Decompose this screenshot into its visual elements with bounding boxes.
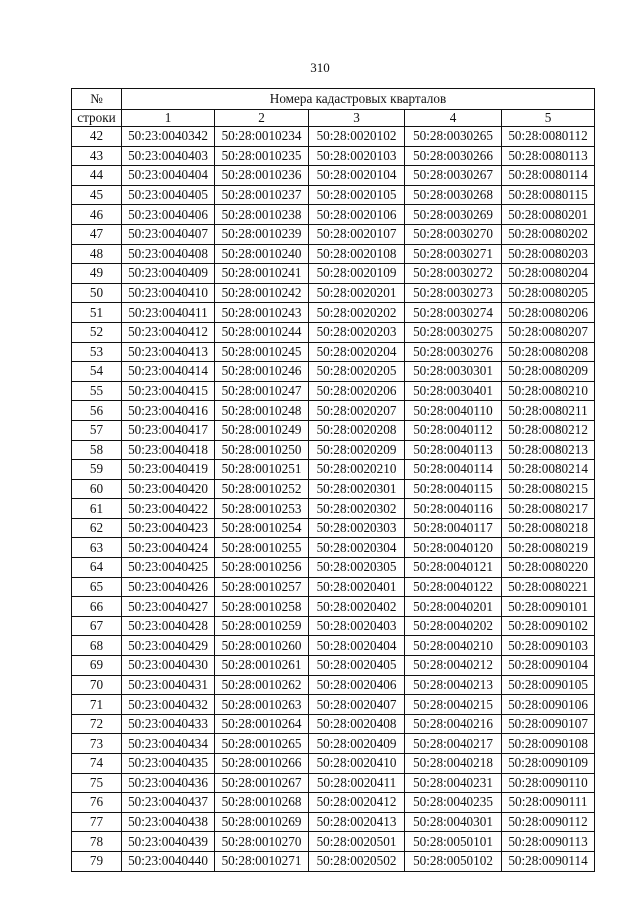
column-number-2: 2 — [215, 110, 309, 127]
cadastral-number-cell: 50:28:0040218 — [405, 754, 502, 774]
cadastral-number-cell: 50:28:0010238 — [215, 205, 309, 225]
cadastral-number-cell: 50:28:0030265 — [405, 127, 502, 147]
cadastral-number-cell: 50:28:0010261 — [215, 656, 309, 676]
row-number-cell: 79 — [72, 851, 122, 871]
cadastral-number-cell: 50:28:0020210 — [309, 460, 405, 480]
cadastral-number-cell: 50:23:0040410 — [122, 283, 215, 303]
cadastral-number-cell: 50:28:0010235 — [215, 146, 309, 166]
cadastral-number-cell: 50:23:0040439 — [122, 832, 215, 852]
cadastral-number-cell: 50:28:0010250 — [215, 440, 309, 460]
cadastral-number-cell: 50:28:0020410 — [309, 754, 405, 774]
cadastral-number-cell: 50:23:0040420 — [122, 479, 215, 499]
cadastral-number-cell: 50:28:0020501 — [309, 832, 405, 852]
cadastral-number-cell: 50:28:0010259 — [215, 616, 309, 636]
cadastral-number-cell: 50:28:0040213 — [405, 675, 502, 695]
cadastral-number-cell: 50:28:0010262 — [215, 675, 309, 695]
cadastral-number-cell: 50:28:0030276 — [405, 342, 502, 362]
cadastral-number-cell: 50:28:0040116 — [405, 499, 502, 519]
table-row — [72, 224, 595, 244]
cadastral-number-cell: 50:28:0010269 — [215, 812, 309, 832]
cadastral-number-cell: 50:28:0020412 — [309, 793, 405, 813]
cadastral-number-cell: 50:23:0040403 — [122, 146, 215, 166]
cadastral-number-cell: 50:28:0010260 — [215, 636, 309, 656]
cadastral-number-cell: 50:28:0010247 — [215, 381, 309, 401]
row-number-cell: 69 — [72, 656, 122, 676]
cadastral-number-cell: 50:28:0010248 — [215, 401, 309, 421]
cadastral-number-cell: 50:28:0020207 — [309, 401, 405, 421]
cadastral-number-cell: 50:23:0040440 — [122, 851, 215, 871]
cadastral-number-cell: 50:23:0040415 — [122, 381, 215, 401]
table-row — [72, 518, 595, 538]
cadastral-number-cell: 50:28:0080210 — [502, 381, 595, 401]
row-number-cell: 76 — [72, 793, 122, 813]
table-row — [72, 185, 595, 205]
table-row — [72, 264, 595, 284]
cadastral-number-cell: 50:28:0080114 — [502, 166, 595, 186]
cadastral-number-cell: 50:28:0090109 — [502, 754, 595, 774]
table-row — [72, 440, 595, 460]
cadastral-number-cell: 50:28:0020206 — [309, 381, 405, 401]
cadastral-number-cell: 50:28:0010252 — [215, 479, 309, 499]
group-header: Номера кадастровых кварталов — [122, 89, 595, 110]
cadastral-number-cell: 50:28:0020407 — [309, 695, 405, 715]
cadastral-number-cell: 50:28:0080213 — [502, 440, 595, 460]
row-number-cell: 75 — [72, 773, 122, 793]
row-number-cell: 65 — [72, 577, 122, 597]
cadastral-number-cell: 50:23:0040412 — [122, 322, 215, 342]
row-number-cell: 45 — [72, 185, 122, 205]
table-row — [72, 166, 595, 186]
table-row — [72, 812, 595, 832]
table-row — [72, 205, 595, 225]
cadastral-number-cell: 50:23:0040419 — [122, 460, 215, 480]
row-number-cell: 43 — [72, 146, 122, 166]
cadastral-number-cell: 50:28:0040235 — [405, 793, 502, 813]
table-row — [72, 636, 595, 656]
cadastral-number-cell: 50:23:0040435 — [122, 754, 215, 774]
cadastral-number-cell: 50:28:0020104 — [309, 166, 405, 186]
table-row — [72, 479, 595, 499]
column-number-1: 1 — [122, 110, 215, 127]
cadastral-number-cell: 50:23:0040422 — [122, 499, 215, 519]
cadastral-number-cell: 50:28:0010245 — [215, 342, 309, 362]
cadastral-number-cell: 50:28:0030266 — [405, 146, 502, 166]
cadastral-number-cell: 50:28:0080209 — [502, 362, 595, 382]
cadastral-number-cell: 50:28:0040122 — [405, 577, 502, 597]
table-row — [72, 597, 595, 617]
cadastral-number-cell: 50:28:0010237 — [215, 185, 309, 205]
row-number-cell: 66 — [72, 597, 122, 617]
cadastral-number-cell: 50:28:0030271 — [405, 244, 502, 264]
cadastral-number-cell: 50:28:0080115 — [502, 185, 595, 205]
cadastral-number-cell: 50:28:0020201 — [309, 283, 405, 303]
cadastral-number-cell: 50:28:0010258 — [215, 597, 309, 617]
cadastral-number-cell: 50:28:0040117 — [405, 518, 502, 538]
cadastral-number-cell: 50:28:0020406 — [309, 675, 405, 695]
cadastral-number-cell: 50:28:0040210 — [405, 636, 502, 656]
row-number-cell: 47 — [72, 224, 122, 244]
column-number-3: 3 — [309, 110, 405, 127]
row-number-cell: 70 — [72, 675, 122, 695]
cadastral-number-cell: 50:28:0080113 — [502, 146, 595, 166]
cadastral-number-cell: 50:28:0010234 — [215, 127, 309, 147]
table-row — [72, 695, 595, 715]
cadastral-number-cell: 50:23:0040426 — [122, 577, 215, 597]
cadastral-number-cell: 50:28:0020109 — [309, 264, 405, 284]
cadastral-number-cell: 50:28:0080202 — [502, 224, 595, 244]
cadastral-number-cell: 50:28:0010240 — [215, 244, 309, 264]
cadastral-number-cell: 50:23:0040411 — [122, 303, 215, 323]
table-header — [72, 89, 595, 127]
cadastral-number-cell: 50:28:0020209 — [309, 440, 405, 460]
cadastral-number-cell: 50:28:0090102 — [502, 616, 595, 636]
cadastral-number-cell: 50:23:0040423 — [122, 518, 215, 538]
cadastral-number-cell: 50:23:0040432 — [122, 695, 215, 715]
cadastral-number-cell: 50:23:0040407 — [122, 224, 215, 244]
row-number-cell: 60 — [72, 479, 122, 499]
cadastral-number-cell: 50:23:0040342 — [122, 127, 215, 147]
table-row — [72, 675, 595, 695]
cadastral-number-cell: 50:28:0010251 — [215, 460, 309, 480]
row-number-cell: 52 — [72, 322, 122, 342]
cadastral-number-cell: 50:28:0020304 — [309, 538, 405, 558]
cadastral-number-cell: 50:28:0020203 — [309, 322, 405, 342]
cadastral-number-cell: 50:28:0020403 — [309, 616, 405, 636]
cadastral-number-cell: 50:28:0090106 — [502, 695, 595, 715]
row-number-cell: 49 — [72, 264, 122, 284]
cadastral-number-cell: 50:28:0020502 — [309, 851, 405, 871]
cadastral-number-cell: 50:28:0040231 — [405, 773, 502, 793]
row-number-cell: 48 — [72, 244, 122, 264]
cadastral-number-cell: 50:28:0040215 — [405, 695, 502, 715]
cadastral-number-cell: 50:28:0010242 — [215, 283, 309, 303]
cadastral-number-cell: 50:28:0040301 — [405, 812, 502, 832]
cadastral-number-cell: 50:28:0010256 — [215, 558, 309, 578]
table-row — [72, 499, 595, 519]
cadastral-number-cell: 50:28:0020402 — [309, 597, 405, 617]
cadastral-number-cell: 50:28:0080219 — [502, 538, 595, 558]
cadastral-number-cell: 50:28:0030301 — [405, 362, 502, 382]
cadastral-number-cell: 50:28:0020103 — [309, 146, 405, 166]
table-row — [72, 616, 595, 636]
row-number-cell: 78 — [72, 832, 122, 852]
cadastral-number-cell: 50:23:0040437 — [122, 793, 215, 813]
cadastral-number-cell: 50:28:0010253 — [215, 499, 309, 519]
cadastral-number-cell: 50:28:0010239 — [215, 224, 309, 244]
cadastral-number-cell: 50:28:0020305 — [309, 558, 405, 578]
cadastral-number-cell: 50:28:0010266 — [215, 754, 309, 774]
cadastral-number-cell: 50:28:0090103 — [502, 636, 595, 656]
cadastral-number-cell: 50:28:0030270 — [405, 224, 502, 244]
cadastral-number-cell: 50:28:0030274 — [405, 303, 502, 323]
cadastral-number-cell: 50:28:0050102 — [405, 851, 502, 871]
row-number-cell: 62 — [72, 518, 122, 538]
row-number-cell: 72 — [72, 714, 122, 734]
cadastral-number-cell: 50:23:0040428 — [122, 616, 215, 636]
cadastral-number-cell: 50:28:0090112 — [502, 812, 595, 832]
cadastral-number-cell: 50:23:0040436 — [122, 773, 215, 793]
cadastral-number-cell: 50:23:0040404 — [122, 166, 215, 186]
cadastral-number-cell: 50:28:0040201 — [405, 597, 502, 617]
cadastral-number-cell: 50:28:0080201 — [502, 205, 595, 225]
cadastral-number-cell: 50:28:0020409 — [309, 734, 405, 754]
row-number-cell: 68 — [72, 636, 122, 656]
cadastral-number-cell: 50:28:0080208 — [502, 342, 595, 362]
cadastral-number-cell: 50:28:0080204 — [502, 264, 595, 284]
cadastral-number-cell: 50:28:0080211 — [502, 401, 595, 421]
cadastral-number-cell: 50:28:0020405 — [309, 656, 405, 676]
table-row — [72, 342, 595, 362]
cadastral-number-cell: 50:23:0040427 — [122, 597, 215, 617]
column-number-5: 5 — [502, 110, 595, 127]
cadastral-number-cell: 50:28:0020107 — [309, 224, 405, 244]
cadastral-number-cell: 50:23:0040408 — [122, 244, 215, 264]
cadastral-number-cell: 50:28:0030275 — [405, 322, 502, 342]
cadastral-table — [71, 88, 595, 872]
cadastral-number-cell: 50:28:0020108 — [309, 244, 405, 264]
cadastral-number-cell: 50:23:0040416 — [122, 401, 215, 421]
cadastral-number-cell: 50:28:0010264 — [215, 714, 309, 734]
row-number-cell: 55 — [72, 381, 122, 401]
row-number-cell: 64 — [72, 558, 122, 578]
cadastral-number-cell: 50:28:0030268 — [405, 185, 502, 205]
cadastral-number-cell: 50:28:0080212 — [502, 420, 595, 440]
table-row — [72, 460, 595, 480]
table-row — [72, 127, 595, 147]
row-number-header-top: № — [72, 89, 122, 110]
cadastral-number-cell: 50:28:0010267 — [215, 773, 309, 793]
cadastral-number-cell: 50:23:0040418 — [122, 440, 215, 460]
page-number: 310 — [310, 60, 330, 75]
table-row — [72, 381, 595, 401]
cadastral-number-cell: 50:28:0040202 — [405, 616, 502, 636]
cadastral-number-cell: 50:28:0010246 — [215, 362, 309, 382]
cadastral-number-cell: 50:23:0040430 — [122, 656, 215, 676]
row-number-header-bottom: строки — [72, 110, 122, 127]
table-row — [72, 420, 595, 440]
row-number-cell: 58 — [72, 440, 122, 460]
cadastral-number-cell: 50:23:0040429 — [122, 636, 215, 656]
cadastral-number-cell: 50:28:0030273 — [405, 283, 502, 303]
cadastral-number-cell: 50:28:0040216 — [405, 714, 502, 734]
cadastral-number-cell: 50:28:0010249 — [215, 420, 309, 440]
cadastral-number-cell: 50:28:0010255 — [215, 538, 309, 558]
cadastral-number-cell: 50:28:0010244 — [215, 322, 309, 342]
cadastral-number-cell: 50:28:0010263 — [215, 695, 309, 715]
table-row — [72, 244, 595, 264]
row-number-cell: 57 — [72, 420, 122, 440]
cadastral-number-cell: 50:28:0030272 — [405, 264, 502, 284]
cadastral-number-cell: 50:23:0040406 — [122, 205, 215, 225]
cadastral-number-cell: 50:28:0040112 — [405, 420, 502, 440]
cadastral-number-cell: 50:28:0010236 — [215, 166, 309, 186]
cadastral-number-cell: 50:23:0040405 — [122, 185, 215, 205]
table-row — [72, 577, 595, 597]
cadastral-number-cell: 50:28:0080207 — [502, 322, 595, 342]
table-row — [72, 146, 595, 166]
cadastral-number-cell: 50:28:0090113 — [502, 832, 595, 852]
cadastral-number-cell: 50:28:0010243 — [215, 303, 309, 323]
table-row — [72, 538, 595, 558]
table-row — [72, 851, 595, 871]
cadastral-number-cell: 50:28:0020205 — [309, 362, 405, 382]
cadastral-number-cell: 50:28:0020302 — [309, 499, 405, 519]
cadastral-number-cell: 50:28:0090111 — [502, 793, 595, 813]
table-row — [72, 401, 595, 421]
row-number-cell: 44 — [72, 166, 122, 186]
table-row — [72, 558, 595, 578]
row-number-cell: 67 — [72, 616, 122, 636]
cadastral-number-cell: 50:28:0010257 — [215, 577, 309, 597]
row-number-cell: 56 — [72, 401, 122, 421]
row-number-cell: 54 — [72, 362, 122, 382]
cadastral-number-cell: 50:28:0080221 — [502, 577, 595, 597]
cadastral-number-cell: 50:28:0040121 — [405, 558, 502, 578]
cadastral-number-cell: 50:28:0080214 — [502, 460, 595, 480]
cadastral-number-cell: 50:28:0020301 — [309, 479, 405, 499]
row-number-cell: 73 — [72, 734, 122, 754]
cadastral-number-cell: 50:28:0040217 — [405, 734, 502, 754]
cadastral-number-cell: 50:28:0040114 — [405, 460, 502, 480]
cadastral-number-cell: 50:28:0080215 — [502, 479, 595, 499]
row-number-cell: 74 — [72, 754, 122, 774]
table-row — [72, 303, 595, 323]
table-row — [72, 773, 595, 793]
cadastral-number-cell: 50:28:0020404 — [309, 636, 405, 656]
cadastral-number-cell: 50:28:0080220 — [502, 558, 595, 578]
cadastral-number-cell: 50:28:0020106 — [309, 205, 405, 225]
cadastral-number-cell: 50:28:0080218 — [502, 518, 595, 538]
cadastral-number-cell: 50:28:0030269 — [405, 205, 502, 225]
cadastral-number-cell: 50:28:0010265 — [215, 734, 309, 754]
cadastral-number-cell: 50:28:0090107 — [502, 714, 595, 734]
cadastral-number-cell: 50:23:0040433 — [122, 714, 215, 734]
table-row — [72, 322, 595, 342]
table-row — [72, 832, 595, 852]
cadastral-number-cell: 50:28:0090108 — [502, 734, 595, 754]
row-number-cell: 59 — [72, 460, 122, 480]
cadastral-number-cell: 50:28:0090105 — [502, 675, 595, 695]
cadastral-number-cell: 50:28:0050101 — [405, 832, 502, 852]
cadastral-number-cell: 50:23:0040425 — [122, 558, 215, 578]
cadastral-number-cell: 50:28:0080205 — [502, 283, 595, 303]
cadastral-number-cell: 50:28:0010254 — [215, 518, 309, 538]
cadastral-number-cell: 50:28:0090104 — [502, 656, 595, 676]
row-number-cell: 63 — [72, 538, 122, 558]
cadastral-number-cell: 50:28:0080112 — [502, 127, 595, 147]
cadastral-number-cell: 50:28:0090101 — [502, 597, 595, 617]
table-body — [72, 127, 595, 872]
cadastral-number-cell: 50:23:0040417 — [122, 420, 215, 440]
cadastral-number-cell: 50:23:0040424 — [122, 538, 215, 558]
cadastral-number-cell: 50:28:0040120 — [405, 538, 502, 558]
cadastral-number-cell: 50:28:0010270 — [215, 832, 309, 852]
table-row — [72, 754, 595, 774]
cadastral-number-cell: 50:28:0080217 — [502, 499, 595, 519]
cadastral-number-cell: 50:28:0010268 — [215, 793, 309, 813]
cadastral-number-cell: 50:28:0040110 — [405, 401, 502, 421]
row-number-cell: 51 — [72, 303, 122, 323]
cadastral-number-cell: 50:28:0090110 — [502, 773, 595, 793]
cadastral-number-cell: 50:28:0040115 — [405, 479, 502, 499]
table-row — [72, 656, 595, 676]
cadastral-number-cell: 50:23:0040413 — [122, 342, 215, 362]
cadastral-number-cell: 50:23:0040438 — [122, 812, 215, 832]
cadastral-number-cell: 50:28:0080203 — [502, 244, 595, 264]
table-row — [72, 362, 595, 382]
table-row — [72, 793, 595, 813]
cadastral-number-cell: 50:28:0030401 — [405, 381, 502, 401]
cadastral-number-cell: 50:28:0020413 — [309, 812, 405, 832]
cadastral-number-cell: 50:28:0020208 — [309, 420, 405, 440]
column-number-4: 4 — [405, 110, 502, 127]
cadastral-number-cell: 50:28:0020204 — [309, 342, 405, 362]
cadastral-number-cell: 50:28:0020303 — [309, 518, 405, 538]
cadastral-number-cell: 50:28:0020411 — [309, 773, 405, 793]
cadastral-number-cell: 50:23:0040409 — [122, 264, 215, 284]
cadastral-number-cell: 50:28:0020401 — [309, 577, 405, 597]
table-row — [72, 734, 595, 754]
row-number-cell: 61 — [72, 499, 122, 519]
cadastral-number-cell: 50:23:0040414 — [122, 362, 215, 382]
cadastral-number-cell: 50:23:0040431 — [122, 675, 215, 695]
cadastral-number-cell: 50:28:0040212 — [405, 656, 502, 676]
row-number-cell: 77 — [72, 812, 122, 832]
cadastral-number-cell: 50:28:0020202 — [309, 303, 405, 323]
cadastral-number-cell: 50:28:0020105 — [309, 185, 405, 205]
cadastral-number-cell: 50:28:0010271 — [215, 851, 309, 871]
cadastral-number-cell: 50:28:0020408 — [309, 714, 405, 734]
cadastral-number-cell: 50:28:0030267 — [405, 166, 502, 186]
table-row — [72, 714, 595, 734]
cadastral-number-cell: 50:28:0080206 — [502, 303, 595, 323]
cadastral-number-cell: 50:28:0010241 — [215, 264, 309, 284]
row-number-cell: 46 — [72, 205, 122, 225]
cadastral-number-cell: 50:23:0040434 — [122, 734, 215, 754]
cadastral-number-cell: 50:28:0040113 — [405, 440, 502, 460]
row-number-cell: 53 — [72, 342, 122, 362]
row-number-cell: 42 — [72, 127, 122, 147]
table-row — [72, 283, 595, 303]
cadastral-number-cell: 50:28:0090114 — [502, 851, 595, 871]
row-number-cell: 50 — [72, 283, 122, 303]
row-number-cell: 71 — [72, 695, 122, 715]
cadastral-number-cell: 50:28:0020102 — [309, 127, 405, 147]
